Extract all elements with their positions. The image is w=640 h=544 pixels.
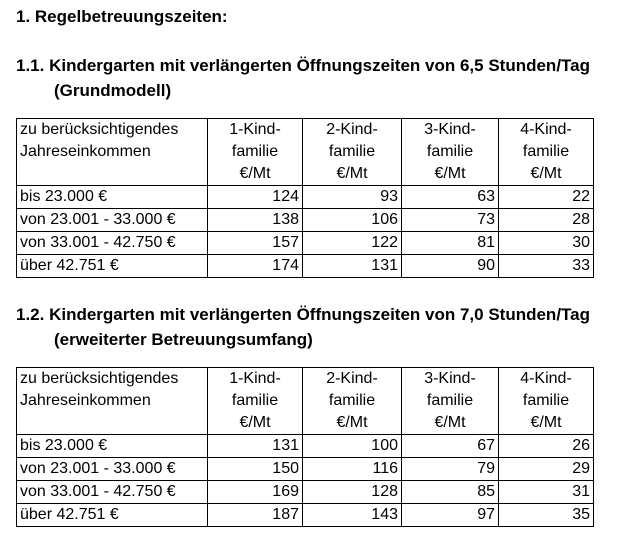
fee-table-6-5h <box>16 118 594 278</box>
fee-cell: 85 <box>402 481 499 504</box>
header-2-kind <box>303 119 402 186</box>
header-line: 4-Kind- <box>520 121 572 138</box>
fee-cell: 116 <box>303 458 402 481</box>
header-2-kind <box>303 368 402 435</box>
income-range: bis 23.000 € <box>17 186 208 209</box>
fee-cell: 187 <box>208 504 303 527</box>
income-range: von 33.001 - 42.750 € <box>17 481 208 504</box>
income-header <box>17 368 208 435</box>
fee-cell: 67 <box>402 435 499 458</box>
fee-cell: 29 <box>499 458 594 481</box>
fee-cell: 131 <box>303 255 402 278</box>
income-header-line: zu berücksichtigendes <box>20 121 179 138</box>
fee-cell: 28 <box>499 209 594 232</box>
income-header-line: Jahreseinkommen <box>20 392 151 409</box>
fee-cell: 124 <box>208 186 303 209</box>
fee-cell: 157 <box>208 232 303 255</box>
income-header-line: zu berücksichtigendes <box>20 370 179 387</box>
header-1-kind <box>208 368 303 435</box>
section-2-title: 1.2. Kindergarten mit verlängerten Öffnungszeiten von 7,0 Stunden/Tag <box>16 305 590 324</box>
fee-cell: 73 <box>402 209 499 232</box>
header-line: €/Mt <box>434 414 466 431</box>
header-line: 2-Kind- <box>326 121 378 138</box>
table-header-row <box>17 368 594 435</box>
header-3-kind <box>402 368 499 435</box>
header-1-kind <box>208 119 303 186</box>
fee-cell: 143 <box>303 504 402 527</box>
header-line: 1-Kind- <box>229 370 281 387</box>
fee-cell: 33 <box>499 255 594 278</box>
header-line: 3-Kind- <box>424 370 476 387</box>
header-line: 3-Kind- <box>424 121 476 138</box>
header-line: familie <box>522 392 570 409</box>
income-range: von 23.001 - 33.000 € <box>17 458 208 481</box>
table-row <box>17 186 594 209</box>
fee-cell: 81 <box>402 232 499 255</box>
header-line: 4-Kind- <box>520 370 572 387</box>
table-row <box>17 435 594 458</box>
income-range: über 42.751 € <box>17 504 208 527</box>
table-row <box>17 209 594 232</box>
fee-cell: 26 <box>499 435 594 458</box>
fee-cell: 31 <box>499 481 594 504</box>
header-line: €/Mt <box>434 165 466 182</box>
header-line: 2-Kind- <box>326 370 378 387</box>
header-line: familie <box>426 392 474 409</box>
header-line: familie <box>328 392 376 409</box>
fee-cell: 30 <box>499 232 594 255</box>
section-2-subtitle: (erweiterter Betreuungsumfang) <box>54 330 313 349</box>
header-line: familie <box>231 392 279 409</box>
header-line: 1-Kind- <box>229 121 281 138</box>
table-header-row <box>17 119 594 186</box>
income-header-line: Jahreseinkommen <box>20 143 151 160</box>
section-1-title: 1.1. Kindergarten mit verlängerten Öffnungszeiten von 6,5 Stunden/Tag <box>16 56 590 75</box>
header-4-kind <box>499 368 594 435</box>
fee-cell: 22 <box>499 186 594 209</box>
header-line: €/Mt <box>530 165 562 182</box>
income-range: von 33.001 - 42.750 € <box>17 232 208 255</box>
fee-cell: 35 <box>499 504 594 527</box>
fee-cell: 131 <box>208 435 303 458</box>
table-row <box>17 255 594 278</box>
fee-cell: 93 <box>303 186 402 209</box>
header-line: familie <box>426 143 474 160</box>
table-row <box>17 504 594 527</box>
header-line: familie <box>328 143 376 160</box>
fee-cell: 169 <box>208 481 303 504</box>
table-row <box>17 481 594 504</box>
header-line: €/Mt <box>336 165 368 182</box>
header-line: familie <box>231 143 279 160</box>
page-title: 1. Regelbetreuungszeiten: <box>16 7 228 26</box>
header-4-kind <box>499 119 594 186</box>
table-row <box>17 232 594 255</box>
fee-cell: 128 <box>303 481 402 504</box>
fee-cell: 138 <box>208 209 303 232</box>
header-line: €/Mt <box>336 414 368 431</box>
fee-cell: 63 <box>402 186 499 209</box>
section-1-subtitle: (Grundmodell) <box>54 81 172 100</box>
header-line: €/Mt <box>239 414 271 431</box>
header-line: familie <box>522 143 570 160</box>
header-line: €/Mt <box>530 414 562 431</box>
income-range: bis 23.000 € <box>17 435 208 458</box>
income-header <box>17 119 208 186</box>
fee-cell: 100 <box>303 435 402 458</box>
fee-cell: 79 <box>402 458 499 481</box>
fee-cell: 90 <box>402 255 499 278</box>
fee-table-7-0h <box>16 367 594 527</box>
fee-cell: 174 <box>208 255 303 278</box>
header-3-kind <box>402 119 499 186</box>
header-line: €/Mt <box>239 165 271 182</box>
fee-cell: 122 <box>303 232 402 255</box>
fee-cell: 106 <box>303 209 402 232</box>
income-range: von 23.001 - 33.000 € <box>17 209 208 232</box>
fee-cell: 150 <box>208 458 303 481</box>
fee-cell: 97 <box>402 504 499 527</box>
income-range: über 42.751 € <box>17 255 208 278</box>
table-row <box>17 458 594 481</box>
